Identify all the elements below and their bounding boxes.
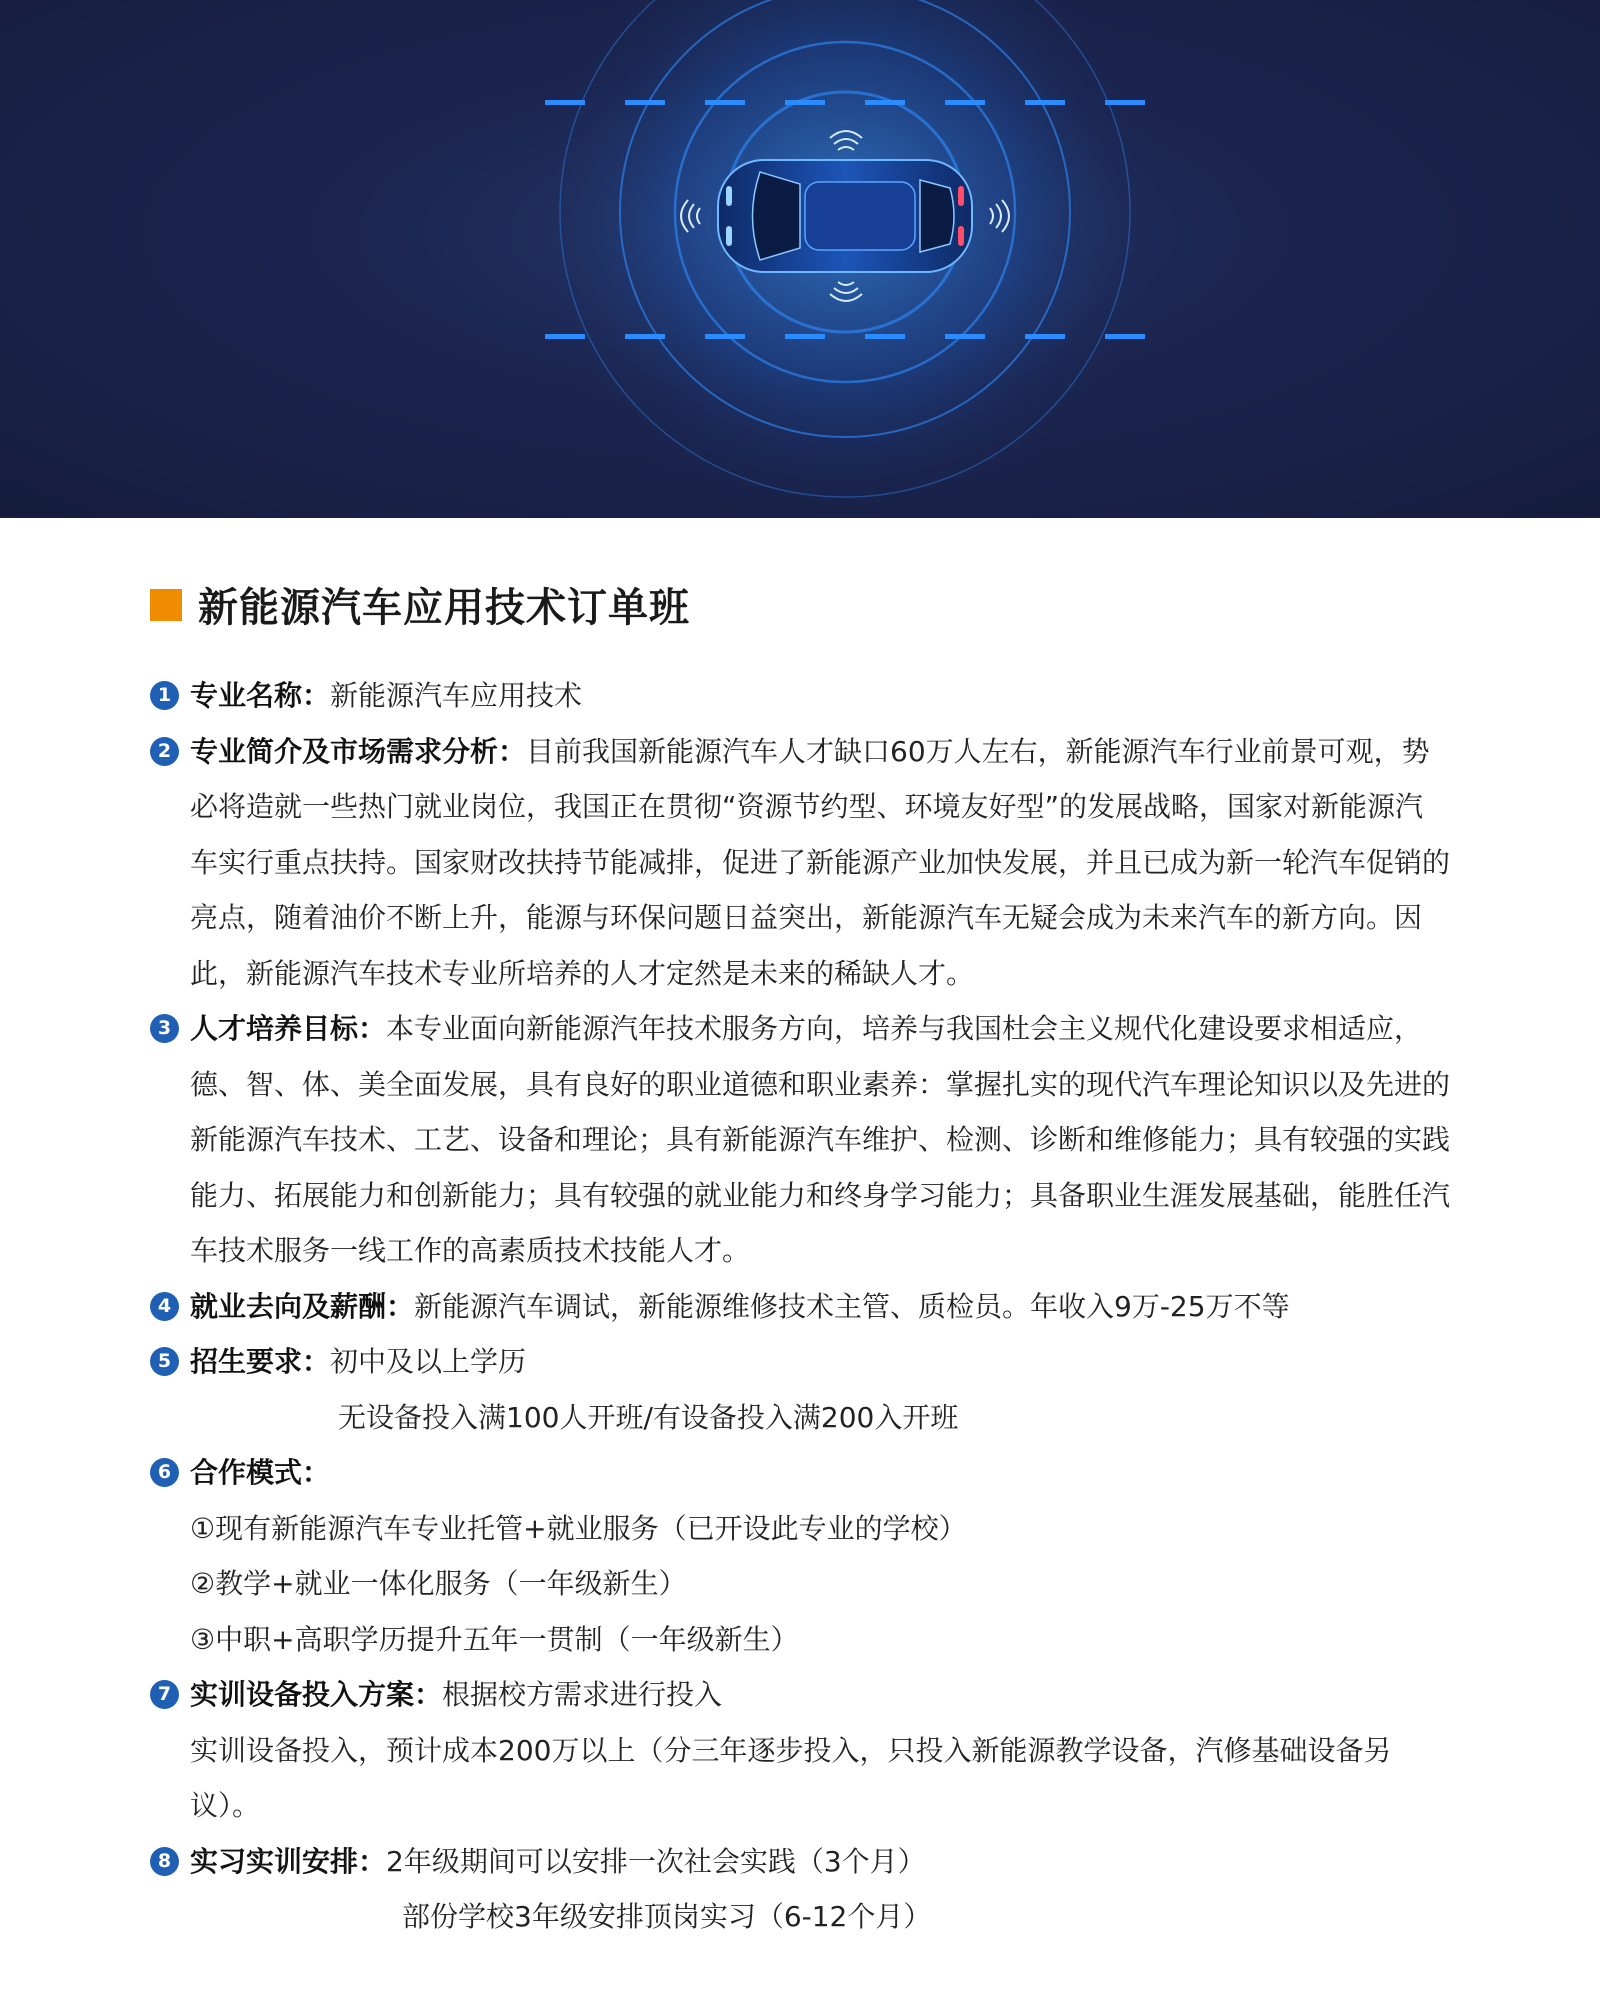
number-badge: 3: [150, 1014, 179, 1043]
number-badge: 8: [150, 1847, 179, 1876]
item-label: 就业去向及薪酬：: [190, 1289, 415, 1323]
item-label: 实训设备投入方案：: [190, 1678, 443, 1711]
number-badge: 4: [150, 1292, 179, 1321]
item-text: 初中及以上学历: [330, 1345, 527, 1378]
item-label: 专业名称：: [190, 679, 331, 712]
list-item: [150, 1667, 1450, 1834]
item-label: 实习实训安排：: [190, 1844, 387, 1878]
list-item: [150, 1001, 1450, 1279]
number-badge: 2: [150, 737, 179, 766]
sub-item: ②教学+就业一体化服务（一年级新生）: [190, 1567, 687, 1600]
item-paragraph: 实训设备投入，预计成本200万以上（分三年逐步投入，只投入新能源教学设备，汽修基础设备另议）。: [190, 1733, 1392, 1822]
list-item: [150, 668, 1450, 724]
item-label: 合作模式：: [190, 1456, 331, 1489]
list-item: [150, 1834, 1450, 1945]
number-badge: 1: [150, 681, 179, 710]
number-badge: 5: [150, 1347, 179, 1376]
item-text: 新能源汽车应用技术: [330, 679, 583, 712]
item-list: [150, 668, 1450, 1945]
page-title: 新能源汽车应用技术订单班: [198, 585, 690, 631]
car-icon: [718, 160, 972, 272]
sub-item: ③中职+高职学历提升五年一贯制（一年级新生）: [190, 1622, 799, 1656]
list-item: [150, 724, 1450, 1002]
list-item: [150, 1445, 1450, 1667]
item-label: 人才培养目标：: [190, 1012, 387, 1045]
item-text-line: 部份学校3年级安排顶岗实习（6-12个月）: [402, 1900, 932, 1933]
item-label: 招生要求：: [190, 1345, 331, 1378]
car-radar-illustration: [0, 0, 1600, 518]
orange-square-icon: [150, 589, 182, 621]
number-badge: 7: [150, 1680, 179, 1709]
item-text: 本专业面向新能源汽年技术服务方向，培养与我国杜会主义规代化建设要求相适应，德、智、体、美全面发展，具有良好的职业道德和职业素养：掌握扎实的现代汽车理论知识以及先进的新能源汽车技术、工艺、设备和理论；具有新能源汽车维护、检测、诊断和维修能力；具有较强的实践能力、拓展能力和创新能力；具有较强的就业能力和终身学习能力；具备职业生涯发展基础，能胜任汽车技术服务一线工作的高素质技术技能人才。: [190, 1012, 1451, 1267]
content-area: [0, 518, 1600, 2000]
item-text: 根据校方需求进行投入: [442, 1678, 723, 1711]
list-item: [150, 1279, 1450, 1335]
hero-banner: [0, 0, 1600, 518]
item-text: 2年级期间可以安排一次社会实践（3个月）: [386, 1844, 926, 1878]
item-text: 新能源汽车调试，新能源维修技术主管、质检员。年收入9万-25万不等: [414, 1289, 1290, 1323]
sub-item: ①现有新能源汽车专业托管+就业服务（已开设此专业的学校）: [190, 1511, 967, 1545]
list-item: [150, 1334, 1450, 1445]
item-text: 目前我国新能源汽车人才缺口60万人左右，新能源汽车行业前景可观，势必将造就一些热门就业岗位，我国正在贯彻“资源节约型、环境友好型”的发展战略，国家对新能源汽车实行重点扶持。国家财改扶持节能减排，促进了新能源产业加快发展，并且已成为新一轮汽车促销的亮点，随着油价不断上升，能源与环保问题日益突出，新能源汽车无疑会成为未来汽车的新方向。因此，新能源汽车技术专业所培养的人才定然是未来的稀缺人才。: [190, 734, 1451, 990]
item-text-line: 无设备投入满100人开班/有设备投入满200入开班: [338, 1400, 959, 1434]
section-heading: [150, 576, 690, 633]
number-badge: 6: [150, 1458, 179, 1487]
item-label: 专业简介及市场需求分析：: [190, 734, 527, 768]
